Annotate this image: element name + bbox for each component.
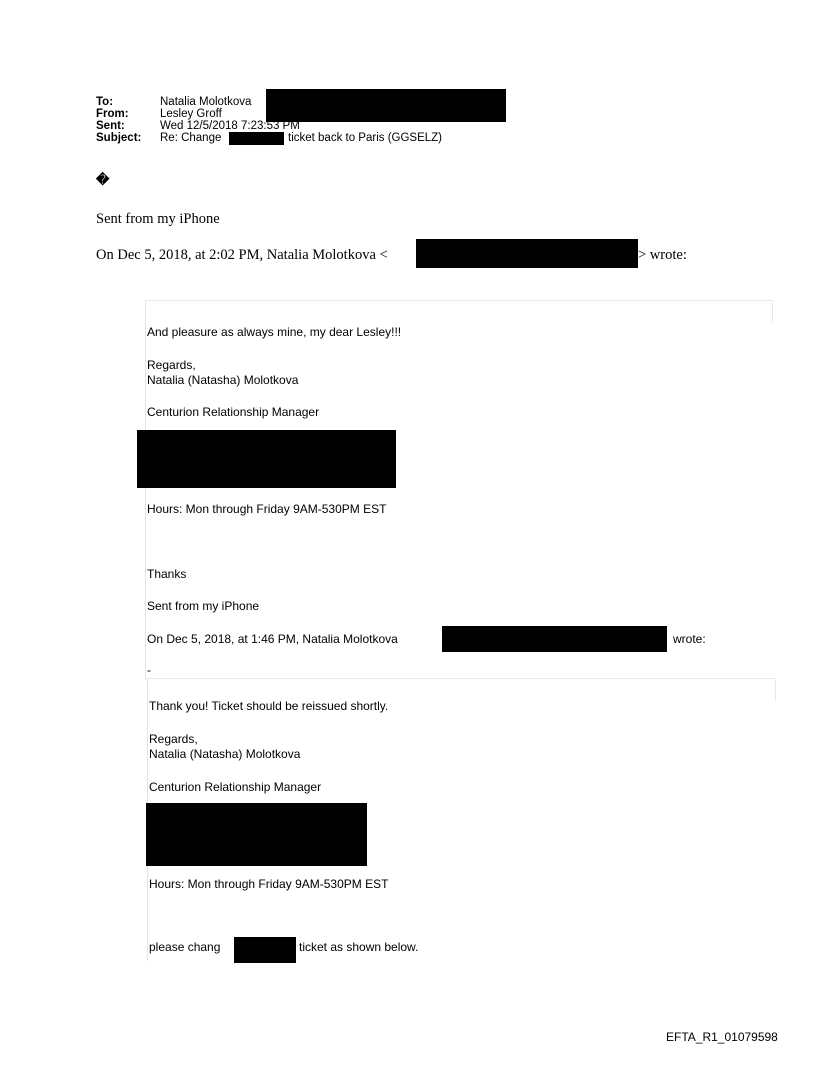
to-label: To: [96, 96, 114, 108]
replacement-character: � [96, 172, 110, 187]
quote-intro-prefix: On Dec 5, 2018, at 2:02 PM, Natalia Molotkova < [96, 247, 388, 263]
quote1-signature-name: Natalia (Natasha) Molotkova [147, 373, 299, 387]
from-value: Lesley Groff [160, 108, 222, 120]
bates-number: EFTA_R1_01079598 [666, 1030, 778, 1044]
redaction-box [442, 626, 667, 652]
quote1-intro-suffix: wrote: [673, 632, 706, 646]
quote1-sent-from: Sent from my iPhone [147, 599, 260, 613]
quote2-line1: Thank you! Ticket should be reissued shortly. [149, 699, 389, 713]
sent-label: Sent: [96, 120, 125, 132]
quote2-hours: Hours: Mon through Friday 9AM-530PM EST [149, 877, 389, 891]
redaction-box [146, 803, 367, 866]
redaction-box [229, 132, 284, 145]
subject-suffix: ticket back to Paris (GGSELZ) [288, 132, 443, 144]
subject-label: Subject: [96, 132, 142, 144]
sent-value: Wed 12/5/2018 7:23:53 PM [160, 120, 300, 132]
quote1-hours: Hours: Mon through Friday 9AM-530PM EST [147, 502, 387, 516]
quote2-signature-title: Centurion Relationship Manager [149, 780, 322, 794]
quote2-signature-name: Natalia (Natasha) Molotkova [149, 747, 301, 761]
quote2-regards: Regards, [149, 732, 198, 746]
quote1-dash: - [147, 663, 151, 677]
redaction-box [234, 937, 296, 963]
quoted-message-1 [145, 300, 772, 681]
quote2-please-prefix: please chang [149, 940, 221, 954]
subject-prefix: Re: Change [160, 132, 222, 144]
redaction-box [416, 239, 638, 268]
to-value: Natalia Molotkova [160, 96, 252, 108]
quote-intro-suffix: > wrote: [638, 247, 687, 263]
sent-from-iphone: Sent from my iPhone [96, 211, 220, 227]
redaction-box [266, 89, 506, 122]
quote1-signature-title: Centurion Relationship Manager [147, 405, 320, 419]
from-label: From: [96, 108, 129, 120]
quote1-regards: Regards, [147, 358, 196, 372]
quote1-intro-prefix: On Dec 5, 2018, at 1:46 PM, Natalia Molotkova [147, 632, 398, 646]
quote1-thanks: Thanks [147, 567, 187, 581]
quote1-line1: And pleasure as always mine, my dear Lesley!!! [147, 325, 402, 339]
quote2-please-suffix: ticket as shown below. [299, 940, 419, 954]
redaction-box [137, 430, 396, 488]
